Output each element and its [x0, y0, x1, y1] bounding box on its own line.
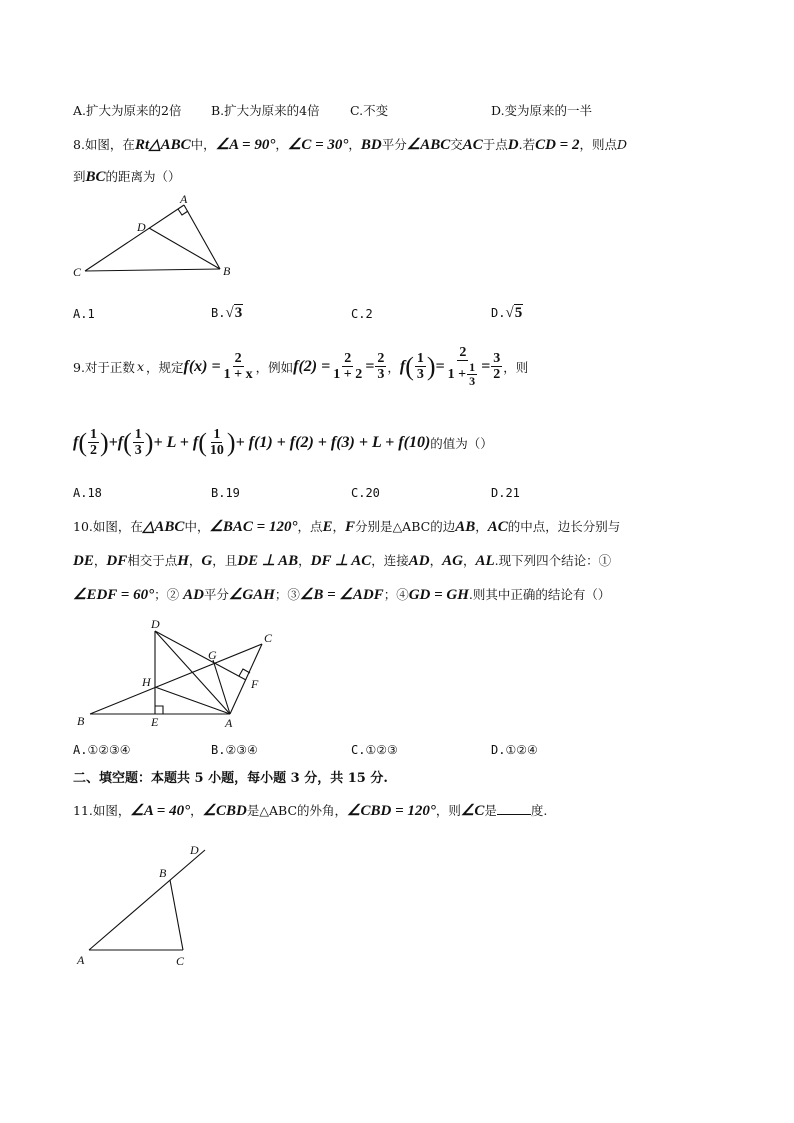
- q10-stem-line2: [73, 551, 611, 570]
- q9-den: 3: [416, 367, 424, 382]
- q8-label-a: A: [180, 195, 188, 206]
- q8-stem-line2: [73, 167, 181, 186]
- q10-label-h: H: [142, 675, 151, 689]
- q9-num: 3: [493, 351, 501, 366]
- q9-variable-x: x: [136, 359, 144, 374]
- q11-text: 11.如图，: [73, 803, 131, 818]
- q10-stem-line1: [73, 517, 620, 536]
- q9-num: 1: [213, 427, 221, 442]
- q10-label-c: C: [264, 631, 273, 645]
- q10-text: ，: [429, 553, 443, 568]
- q9-f: f: [117, 433, 124, 451]
- q10-label-d: D: [151, 617, 160, 631]
- q8-option-c[interactable]: C.2: [351, 307, 373, 321]
- q9-paren: ): [144, 427, 154, 457]
- q10-label-e: E: [151, 715, 159, 729]
- q8-label-b: B: [223, 264, 231, 278]
- q10-text: ，连接: [371, 553, 409, 568]
- q9-num: 1: [134, 427, 142, 442]
- q10-text: 10.如图，在: [73, 519, 143, 534]
- q10-triangle: △ABC: [392, 519, 431, 534]
- q9-frac-1-3: [415, 351, 426, 382]
- q9-text: 的值为（）: [430, 435, 493, 451]
- q9-den: 3: [469, 374, 476, 388]
- q9-den: 10: [209, 443, 224, 458]
- q11-label-d: D: [190, 843, 199, 857]
- q8-stem-line1: 8.如图，在Rt△ABC中，∠A = 90°，∠C = 30°，BD平分∠ABC交AC于点D.若CD = 2，则点D: [73, 137, 628, 153]
- q9-f: f: [399, 357, 406, 375]
- q10-angle-b-adf: ∠B = ∠ADF: [299, 587, 384, 603]
- q9-equals: =: [481, 357, 491, 375]
- q8-ac: AC: [462, 137, 483, 153]
- q10-text: ，且: [212, 553, 238, 568]
- q8-angle-a: ∠A = 90°: [215, 137, 276, 153]
- q8-text: 中，: [190, 137, 216, 152]
- q9-stem-line1: [73, 345, 528, 388]
- q10-text: 相交于点: [127, 553, 178, 568]
- section-heading: 二、填空题：本题共 5 小题，每小题 3 分，共 15 分.: [73, 771, 388, 786]
- q10-option-d[interactable]: D.①②④: [491, 743, 538, 757]
- q9-frac-1-3b: [133, 427, 144, 458]
- q9-text: ，例如: [255, 359, 294, 375]
- q11-answer-blank[interactable]: [497, 802, 531, 815]
- q8-option-d-letter: D.: [491, 306, 506, 320]
- q8-option-b[interactable]: B.√3: [211, 305, 243, 321]
- q10-point-h: H: [177, 553, 189, 569]
- q10-df: DF: [106, 553, 128, 569]
- q9-num: 2: [344, 351, 352, 366]
- q10-point-f: F: [345, 519, 356, 535]
- q9-paren: (: [123, 427, 132, 457]
- q10-text: ；③: [274, 587, 300, 602]
- q9-option-a[interactable]: A.18: [73, 486, 102, 500]
- q9-frac-complex: [446, 345, 480, 388]
- q10-ad: AD: [408, 553, 430, 569]
- q7-option-a[interactable]: A.扩大为原来的2倍: [73, 103, 182, 118]
- q11-text: ，则: [435, 803, 461, 818]
- q9-plus-ellipsis: + L + f: [153, 433, 199, 451]
- q9-frac-3-2: [491, 351, 502, 382]
- q10-figure: [72, 616, 292, 734]
- q10-text: ，: [332, 519, 346, 534]
- q9-stem-line2: [73, 427, 493, 458]
- q9-den: 1 + 2: [333, 367, 363, 382]
- q11-label-c: C: [176, 954, 185, 968]
- q10-text: 分别是: [355, 519, 393, 534]
- q8-bc: BC: [85, 169, 106, 185]
- q9-den: 3: [377, 367, 385, 382]
- q11-triangle: △ABC: [259, 803, 298, 818]
- q9-num: 2: [377, 351, 385, 366]
- q11-angle-cbd: ∠CBD: [202, 803, 247, 819]
- q10-ac: AC: [487, 519, 508, 535]
- q10-text: 平分: [203, 587, 229, 602]
- q8-label-d: D: [137, 220, 146, 234]
- q8-option-b-value: 3: [234, 305, 243, 321]
- q9-frac-1-2: [88, 427, 99, 458]
- q8-angle-c: ∠C = 30°: [287, 137, 349, 153]
- q9-den-text: 1 +: [447, 367, 467, 382]
- q10-label-g: G: [208, 648, 217, 662]
- q9-den: 1 + x: [223, 367, 253, 382]
- q9-den: 2: [493, 367, 501, 382]
- q9-paren: ): [226, 427, 236, 457]
- q9-f2: f(2) =: [293, 357, 331, 375]
- q11-ray-ad: [89, 850, 205, 950]
- q8-side-ca: [85, 205, 184, 271]
- q9-plus: +: [108, 433, 118, 451]
- q9-text: ，: [387, 359, 400, 375]
- q7-option-b[interactable]: B.扩大为原来的4倍: [211, 103, 320, 118]
- q9-text: ，规定: [146, 359, 184, 375]
- q10-label-a: A: [225, 716, 233, 730]
- q8-text: 交: [450, 137, 463, 152]
- q9-num: 1: [416, 351, 424, 366]
- q9-frac-1-10: [208, 427, 226, 458]
- q9-frac-2-3: [375, 351, 386, 382]
- q10-label-f: F: [251, 677, 259, 691]
- q10-option-a[interactable]: A.①②③④: [73, 743, 131, 757]
- q8-side-cb: [85, 269, 220, 271]
- q8-text: 于点: [482, 137, 508, 152]
- q9-paren: ): [100, 427, 109, 457]
- q9-den: 3: [134, 443, 142, 458]
- q9-equals: =: [365, 357, 375, 375]
- q9-frac-f2: [331, 351, 364, 382]
- q9-inner-frac: [467, 361, 477, 388]
- q9-text: ，则: [503, 359, 529, 375]
- q8-triangle: Rt△ABC: [134, 137, 191, 153]
- q10-option-b[interactable]: B.②③④: [211, 743, 258, 757]
- q9-option-d[interactable]: D.21: [491, 486, 520, 500]
- q10-point-g: G: [201, 553, 213, 569]
- q9-num: 1: [469, 360, 476, 374]
- q10-ad: AD: [183, 587, 204, 603]
- q8-text: 8.如图，在: [73, 137, 135, 152]
- q11-text: 度.: [530, 803, 548, 818]
- q8-text: .若: [518, 137, 536, 152]
- q10-al: AL: [475, 553, 495, 569]
- q10-text: 的中点，边长分别与: [507, 519, 621, 534]
- q9-paren: (: [198, 427, 207, 457]
- q10-de: DE: [73, 553, 94, 569]
- q9-den: 2: [90, 443, 97, 458]
- q8-label-c: C: [73, 265, 82, 279]
- q10-de-perp-ab: DE ⊥ AB: [237, 553, 299, 569]
- q10-point-e: E: [322, 519, 333, 535]
- q9-num: 2: [234, 351, 242, 366]
- q10-text: ，: [298, 553, 311, 568]
- q11-figure: [72, 838, 212, 968]
- q10-triangle: △ABC: [142, 519, 185, 535]
- q10-text: ，: [188, 553, 202, 568]
- q9-num: 2: [459, 345, 467, 360]
- q7-option-d[interactable]: D.变为原来的一半: [491, 103, 593, 118]
- q10-right-angle-e: [155, 706, 163, 714]
- q11-angle-cbd-value: ∠CBD = 120°: [347, 803, 436, 819]
- q10-option-c[interactable]: C.①②③: [351, 743, 398, 757]
- q8-option-b-letter: B.: [211, 306, 226, 320]
- q11-angle-c: ∠C: [460, 803, 485, 819]
- q9-num: 1: [90, 427, 97, 442]
- q10-angle-edf: ∠EDF = 60°: [73, 587, 155, 603]
- q8-point-d: D: [507, 137, 519, 153]
- q8-option-d[interactable]: D.√5: [491, 305, 523, 321]
- q11-text: ，: [190, 803, 203, 818]
- q8-figure: [70, 195, 240, 280]
- q9-sum-tail: + f(1) + f(2) + f(3) + L + f(10): [235, 433, 431, 451]
- q10-text: .现下列四个结论：①: [494, 553, 612, 568]
- q8-text: 到: [73, 169, 86, 184]
- q11-label-a: A: [77, 953, 85, 967]
- q10-label-b: B: [77, 714, 85, 728]
- q10-angle-gah: ∠GAH: [228, 587, 275, 603]
- q7-option-c[interactable]: C.不变: [350, 103, 389, 118]
- q8-segment-bd: [149, 228, 220, 269]
- q9-f: f: [73, 433, 79, 451]
- q10-ag: AG: [442, 553, 463, 569]
- q10-stem-line3: [73, 585, 610, 604]
- q11-text: 的外角，: [297, 803, 348, 818]
- q10-text: ，: [93, 553, 107, 568]
- q11-text: 是: [246, 803, 260, 818]
- q10-segment-ah: [155, 687, 230, 714]
- q9-den: [446, 361, 480, 388]
- q8-side-ab: [184, 205, 220, 269]
- q11-side-bc: [170, 880, 183, 950]
- q10-text: ；④: [383, 587, 409, 602]
- q9-paren: ): [426, 351, 436, 381]
- q9-equals: =: [435, 357, 445, 375]
- q8-cd: CD = 2: [535, 137, 580, 153]
- q10-df-perp-ac: DF ⊥ AC: [310, 553, 372, 569]
- q9-paren: (: [405, 351, 414, 381]
- q10-text: 的边: [430, 519, 456, 534]
- q11-text: 是: [484, 803, 497, 818]
- q9-option-b[interactable]: B.19: [211, 486, 240, 500]
- q10-angle-bac: ∠BAC = 120°: [209, 519, 298, 535]
- q10-ab: AB: [455, 519, 476, 535]
- q10-text: 中，: [184, 519, 210, 534]
- q8-text: ，则点: [579, 137, 617, 152]
- q10-text: ；②: [154, 587, 184, 602]
- q11-stem: [73, 801, 547, 820]
- q11-label-b: B: [159, 866, 167, 880]
- q8-angle-abc: ∠ABC: [406, 137, 451, 153]
- q8-text: 的距离为（）: [105, 169, 181, 184]
- q9-frac-def: [222, 351, 255, 382]
- q8-text: 平分: [381, 137, 407, 152]
- q9-paren: (: [78, 427, 87, 457]
- q10-segment-ad: [155, 631, 230, 714]
- q8-point-d: D: [617, 137, 628, 152]
- q10-text: ，: [475, 519, 488, 534]
- q10-text: ，点: [297, 519, 323, 534]
- q8-option-a[interactable]: A.1: [73, 307, 95, 321]
- q9-fx: f(x) =: [183, 357, 221, 375]
- q10-text: ，: [462, 553, 476, 568]
- q10-gd-gh: GD = GH: [408, 587, 469, 603]
- q9-option-c[interactable]: C.20: [351, 486, 380, 500]
- q11-angle-a: ∠A = 40°: [130, 803, 191, 819]
- q8-bd: BD: [360, 137, 382, 153]
- q10-segment-ag: [213, 660, 230, 714]
- q10-text: .则其中正确的结论有（）: [468, 587, 611, 602]
- q8-option-d-value: 5: [514, 305, 523, 321]
- q9-text: 9.对于正数: [73, 359, 135, 375]
